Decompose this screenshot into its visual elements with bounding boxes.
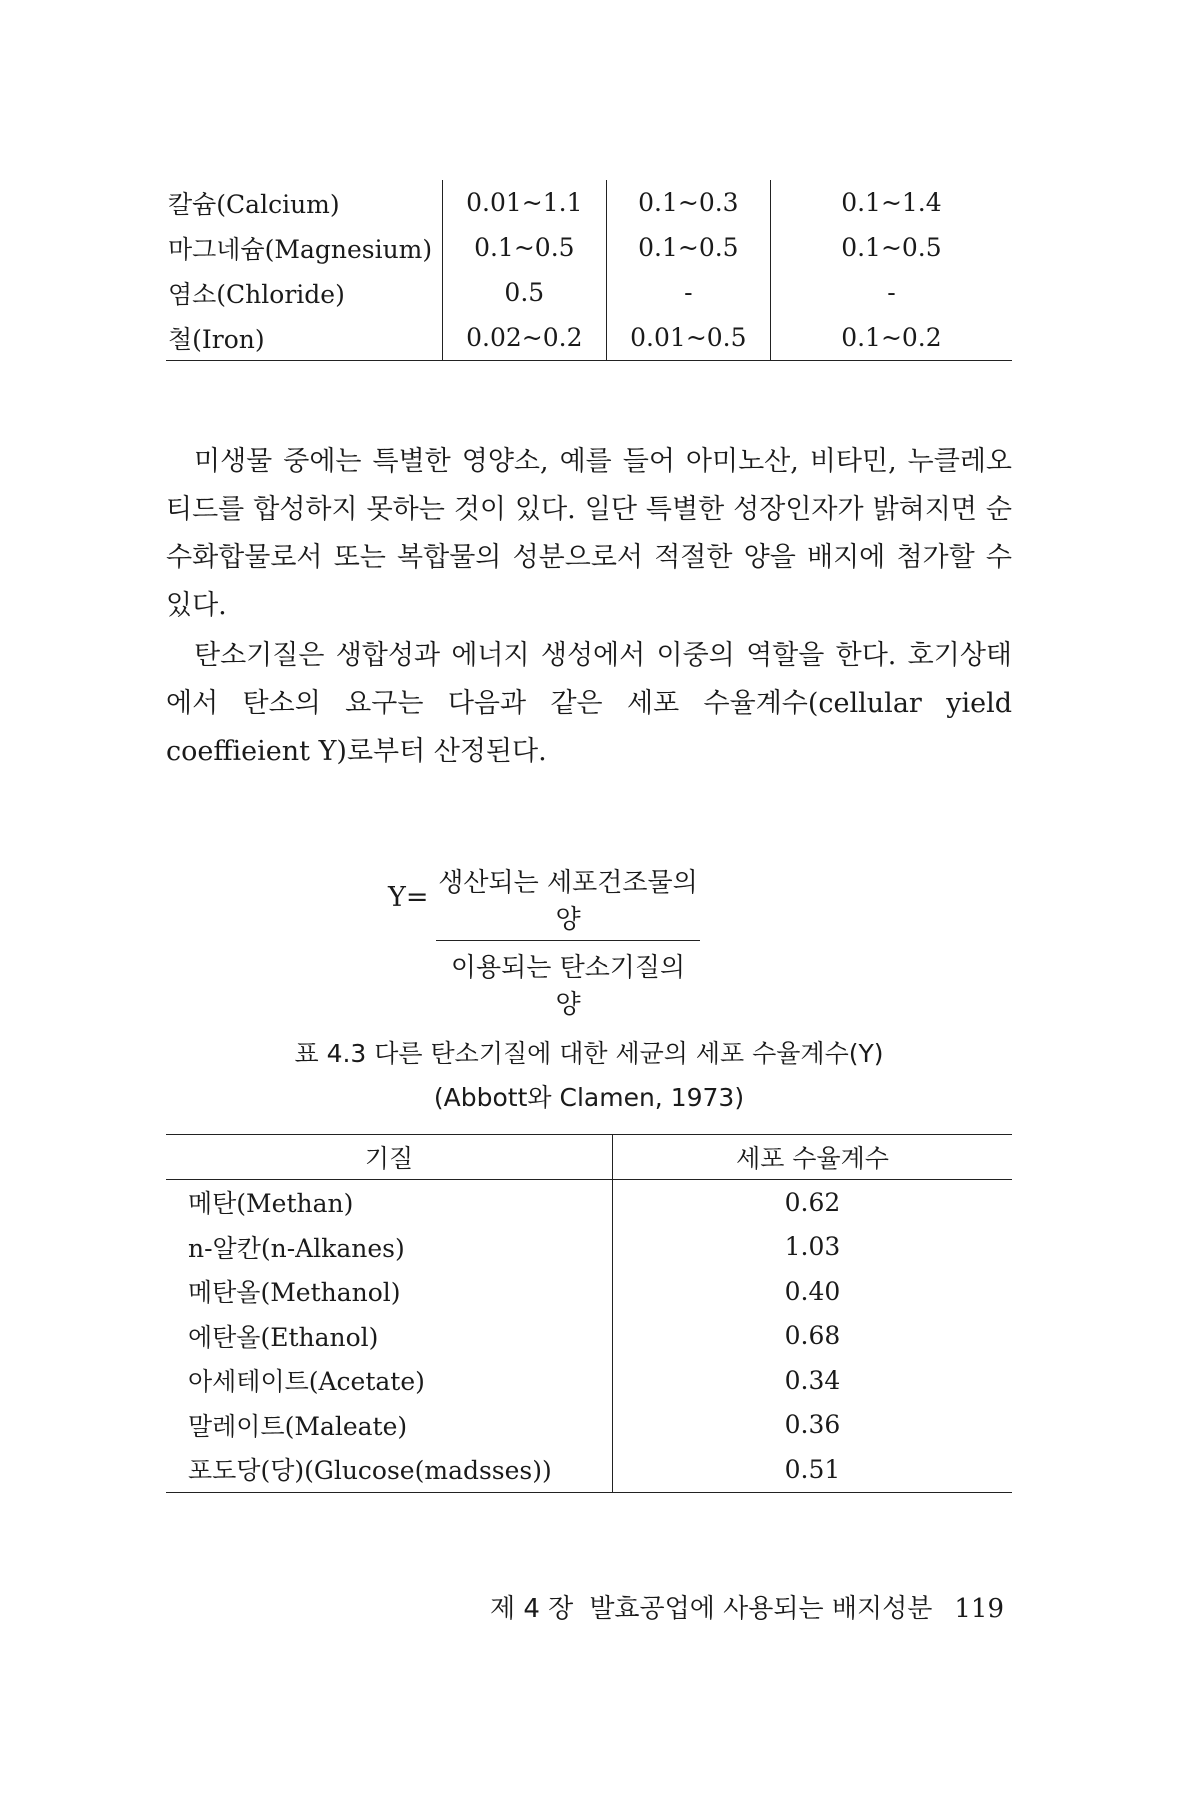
formula-numerator: 생산되는 세포건조물의 양: [436, 862, 700, 941]
table-caption-source: (Abbott와 Clamen, 1973): [433, 1083, 745, 1112]
substrate-cell: 포도당(당)(Glucose(madsses)): [188, 1456, 552, 1486]
substrate-cell: 에탄올(Ethanol): [188, 1322, 379, 1352]
mineral-table: [166, 180, 1012, 361]
table-row: [166, 1358, 1012, 1403]
yield-cell: 0.36: [613, 1403, 1013, 1448]
table-row: [166, 1225, 1012, 1270]
substrate-cell: 아세테이트(Acetate): [188, 1367, 425, 1397]
mineral-value-3: 0.1~0.2: [770, 315, 1012, 361]
formula-denominator: 이용되는 탄소기질의 양: [450, 953, 686, 1020]
yield-cell: 0.34: [613, 1358, 1013, 1403]
yield-cell: 0.68: [613, 1314, 1013, 1359]
table-row: [166, 1269, 1012, 1314]
substrate-cell: 말레이트(Maleate): [188, 1411, 408, 1441]
mineral-value-3: 0.1~0.5: [770, 225, 1012, 270]
mineral-name: 염소(Chloride): [168, 279, 345, 309]
page-footer: [474, 1588, 1004, 1625]
yield-cell: 0.51: [613, 1447, 1013, 1492]
substrate-cell: 메탄올(Methanol): [188, 1278, 401, 1308]
yield-coefficient-table: [166, 1134, 1012, 1493]
formula-lhs: Y=: [388, 882, 429, 913]
table-row: [166, 1447, 1012, 1492]
header-yield: 세포 수율계수: [613, 1135, 1013, 1180]
paragraph-carbon-substrate: 탄소기질은 생합성과 에너지 생성에서 이중의 역할을 한다. 호기상태에서 탄소의 요구는 다음과 같은 세포 수율계수(cellular yield coeffieient Y)로부터 산정된다.: [166, 640, 1012, 767]
formula-fraction: [436, 862, 700, 1021]
table-row: [166, 225, 1012, 270]
yield-cell: 1.03: [613, 1225, 1013, 1270]
table-row: [166, 1314, 1012, 1359]
header-substrate: 기질: [166, 1135, 613, 1180]
mineral-value-1: 0.02~0.2: [442, 315, 606, 361]
table-row: [166, 1403, 1012, 1448]
table-header-row: [166, 1135, 1012, 1180]
footer-chapter: 제 4 장: [490, 1594, 574, 1624]
mineral-value-1: 0.5: [442, 270, 606, 315]
mineral-name: 칼슘(Calcium): [168, 189, 340, 219]
substrate-cell: 메탄(Methan): [188, 1189, 354, 1219]
table-row: [166, 180, 1012, 225]
mineral-value-3: 0.1~1.4: [770, 180, 1012, 225]
mineral-value-2: 0.01~0.5: [606, 315, 770, 361]
table-caption: 표 4.3 다른 탄소기질에 대한 세균의 세포 수율계수(Y): [294, 1039, 884, 1068]
mineral-value-3: -: [770, 270, 1012, 315]
yield-cell: 0.40: [613, 1269, 1013, 1314]
table-row: [166, 1180, 1012, 1225]
yield-cell: 0.62: [613, 1180, 1013, 1225]
substrate-cell: n-알칸(n-Alkanes): [188, 1233, 405, 1263]
page-number: 119: [954, 1594, 1004, 1624]
mineral-name: 마그네슘(Magnesium): [168, 234, 433, 264]
mineral-value-1: 0.01~1.1: [442, 180, 606, 225]
mineral-value-2: -: [606, 270, 770, 315]
footer-chapter-title: 발효공업에 사용되는 배지성분: [589, 1594, 933, 1624]
table-row: [166, 270, 1012, 315]
table-row: [166, 315, 1012, 361]
mineral-value-2: 0.1~0.5: [606, 225, 770, 270]
paragraph-growth-factors: 미생물 중에는 특별한 영양소, 예를 들어 아미노산, 비타민, 누클레오티드를 합성하지 못하는 것이 있다. 일단 특별한 성장인자가 밝혀지면 순수화합물로서 또는 복합물의 성분으로서 적절한 양을 배지에 첨가할 수 있다.: [166, 446, 1012, 621]
mineral-name: 철(Iron): [166, 315, 442, 361]
mineral-value-2: 0.1~0.3: [606, 180, 770, 225]
mineral-value-1: 0.1~0.5: [442, 225, 606, 270]
